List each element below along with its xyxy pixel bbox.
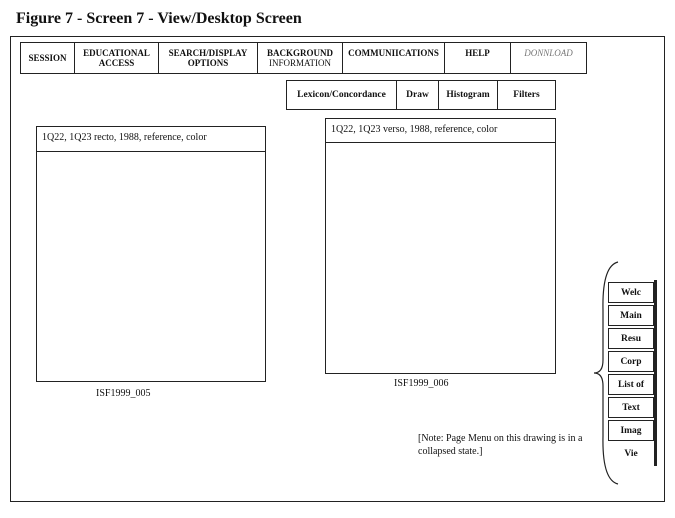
page-menu-item-image[interactable]: Imag bbox=[608, 420, 654, 441]
page-menu-item-list-of[interactable]: List of bbox=[608, 374, 654, 395]
view-toolbar bbox=[286, 80, 556, 110]
menu-communications-label: COMMUNIICATIONS bbox=[348, 48, 439, 58]
menu-background-information[interactable] bbox=[258, 43, 343, 73]
image-panel-verso-header: 1Q22, 1Q23 verso, 1988, reference, color bbox=[326, 119, 555, 143]
image-panel-recto-header: 1Q22, 1Q23 recto, 1988, reference, color bbox=[37, 127, 265, 152]
tool-lexicon-concordance[interactable]: Lexicon/Concordance bbox=[287, 81, 397, 109]
menu-help-label: HELP bbox=[465, 48, 490, 58]
page-menu-item-corpus[interactable]: Corp bbox=[608, 351, 654, 372]
menu-background-label-1: BACKGROUND bbox=[266, 48, 333, 58]
menu-search-display-label-1: SEARCH/DISPLAY bbox=[168, 48, 248, 58]
collapsed-menu-note: [Note: Page Menu on this drawing is in a collapsed state.] bbox=[418, 433, 583, 457]
page-menu-item-welcome[interactable]: Welc bbox=[608, 282, 654, 303]
menu-help[interactable] bbox=[445, 43, 511, 73]
image-viewport-recto[interactable] bbox=[37, 152, 265, 381]
menu-educational-access-label-2: ACCESS bbox=[98, 58, 135, 68]
image-caption-verso: ISF1999_006 bbox=[394, 378, 449, 389]
image-panel-verso[interactable] bbox=[325, 118, 556, 374]
tool-filters[interactable]: Filters bbox=[513, 90, 540, 100]
menu-download-label: DONNLOAD bbox=[524, 48, 573, 58]
page-menu-item-text[interactable]: Text bbox=[608, 397, 654, 418]
menu-download[interactable] bbox=[511, 43, 586, 73]
page-menu-item-view[interactable]: Vie bbox=[624, 448, 638, 459]
tool-draw[interactable]: Draw bbox=[397, 81, 439, 109]
image-viewport-verso[interactable] bbox=[326, 143, 555, 373]
page-menu-scrollbar[interactable] bbox=[654, 280, 657, 466]
page-menu-item-results[interactable]: Resu bbox=[608, 328, 654, 349]
menu-educational-access-label-1: EDUCATIONAL bbox=[83, 48, 150, 58]
tool-histogram[interactable]: Histogram bbox=[439, 81, 498, 109]
menu-communications[interactable] bbox=[343, 43, 445, 73]
menu-background-label-2: INFORMATION bbox=[268, 58, 331, 68]
menu-search-display-label-2: OPTIONS bbox=[187, 58, 229, 68]
menu-session[interactable] bbox=[21, 43, 75, 73]
figure-title: Figure 7 - Screen 7 - View/Desktop Screen bbox=[16, 10, 302, 27]
menu-session-label: SESSION bbox=[28, 53, 67, 63]
menu-search-display-options[interactable] bbox=[159, 43, 258, 73]
page-menu-collapsed bbox=[608, 280, 657, 467]
image-panel-recto[interactable] bbox=[36, 126, 266, 382]
page-menu-item-main[interactable]: Main bbox=[608, 305, 654, 326]
menu-educational-access[interactable] bbox=[75, 43, 159, 73]
image-caption-recto: ISF1999_005 bbox=[96, 388, 151, 399]
main-menubar bbox=[20, 42, 587, 74]
